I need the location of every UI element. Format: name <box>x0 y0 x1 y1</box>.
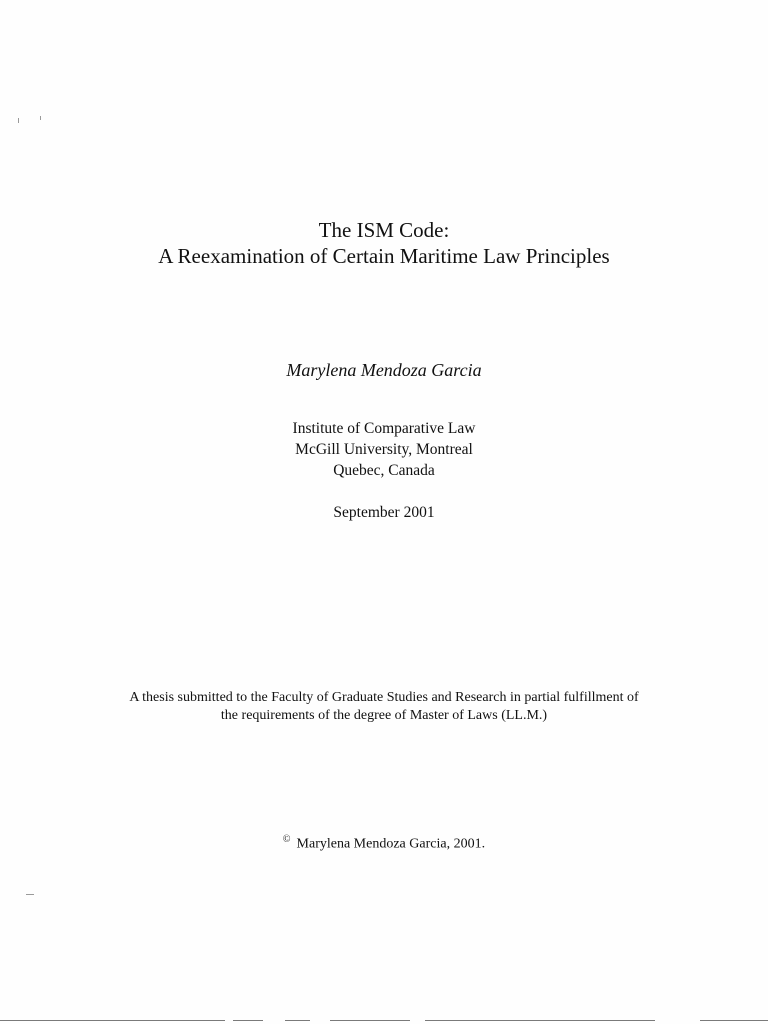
scan-speck <box>18 118 19 123</box>
scan-edge-bottom <box>0 1018 768 1024</box>
affiliation-line-1: Institute of Comparative Law <box>292 420 476 437</box>
thesis-statement-line-2: the requirements of the degree of Master of Laws (LL.M.) <box>220 708 548 723</box>
copyright-text: Marylena Mendoza Garcia, 2001. <box>296 836 486 852</box>
submission-date: September 2001 <box>333 504 435 521</box>
author-name: Marylena Mendoza Garcia <box>286 360 482 380</box>
thesis-statement-line-1: A thesis submitted to the Faculty of Graduate Studies and Research in partial fulfillment of <box>129 690 639 705</box>
affiliation-line-3: Quebec, Canada <box>333 462 435 479</box>
title-line-1: The ISM Code: <box>318 218 450 242</box>
affiliation-line-2: McGill University, Montreal <box>295 441 473 458</box>
title-line-2: A Reexamination of Certain Maritime Law Principles <box>158 244 610 268</box>
scan-speck <box>40 116 41 120</box>
copyright-symbol: © <box>282 834 291 845</box>
copyright-notice <box>0 831 768 854</box>
scan-speck <box>26 894 34 895</box>
